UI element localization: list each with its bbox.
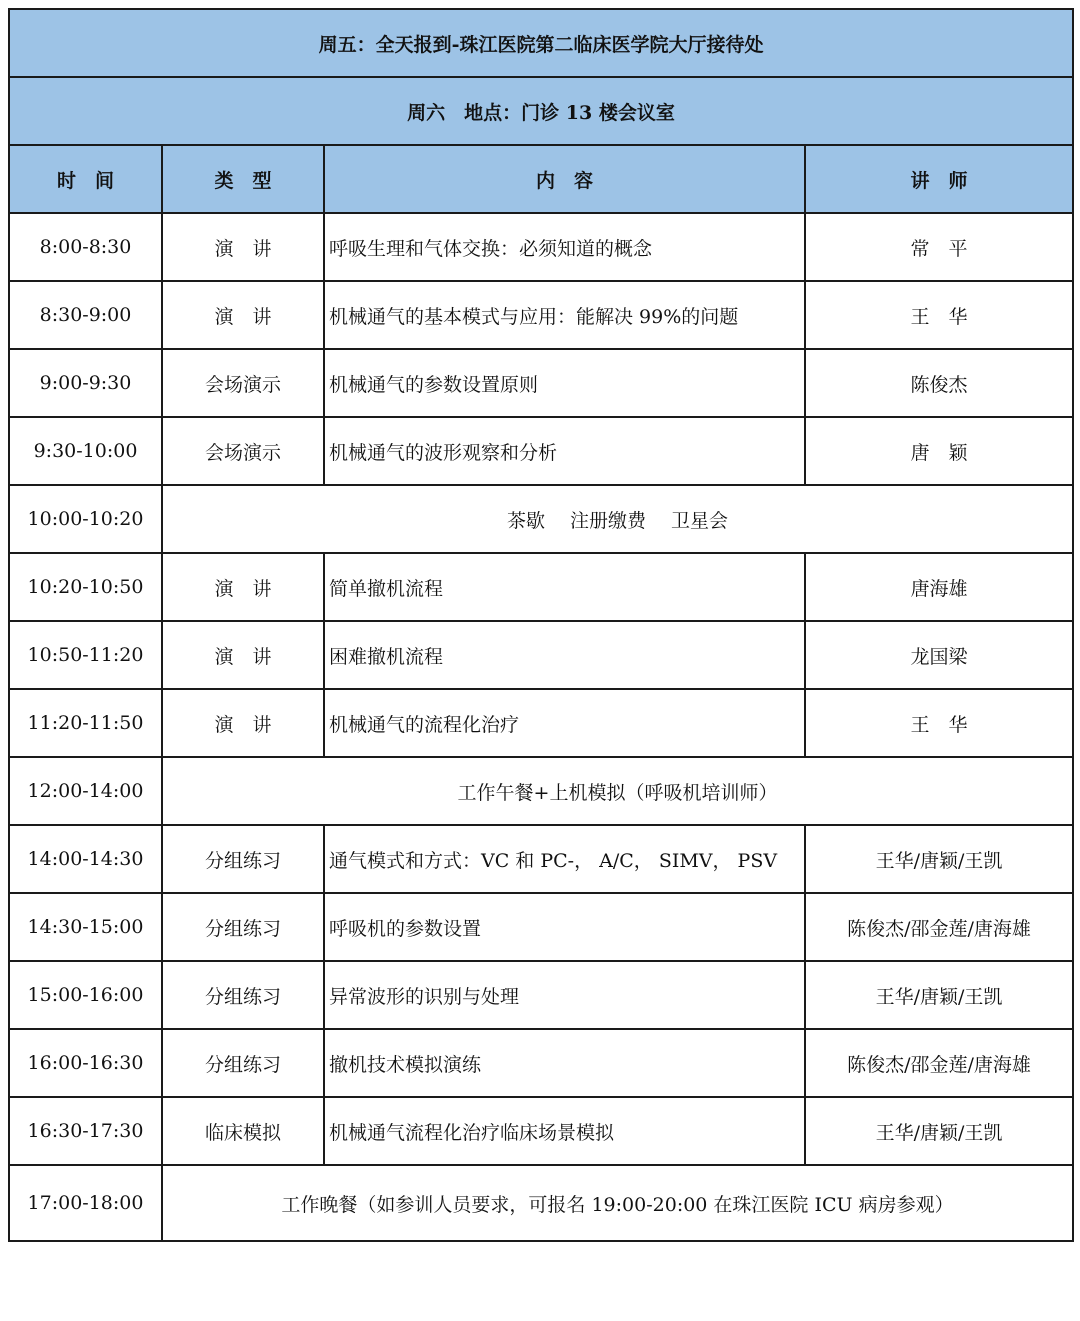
table-row xyxy=(9,893,1073,961)
row-content: 机械通气流程化治疗临床场景模拟 xyxy=(324,1097,805,1165)
row-type: 分组练习 xyxy=(162,825,324,893)
row-content: 简单撤机流程 xyxy=(324,553,805,621)
row-time: 14:30-15:00 xyxy=(9,893,162,961)
row-content: 通气模式和方式：VC 和 PC-， A/C， SIMV， PSV xyxy=(324,825,805,893)
row-speaker: 常 平 xyxy=(805,213,1073,281)
row-type: 会场演示 xyxy=(162,349,324,417)
row-time: 15:00-16:00 xyxy=(9,961,162,1029)
table-row xyxy=(9,417,1073,485)
header-time: 时 间 xyxy=(9,145,162,213)
row-time: 16:00-16:30 xyxy=(9,1029,162,1097)
break-content: 茶歇 注册缴费 卫星会 xyxy=(162,485,1073,553)
row-content: 机械通气的参数设置原则 xyxy=(324,349,805,417)
row-type: 演 讲 xyxy=(162,213,324,281)
header-type: 类 型 xyxy=(162,145,324,213)
break-row xyxy=(9,485,1073,553)
table-row xyxy=(9,1097,1073,1165)
row-speaker: 龙国梁 xyxy=(805,621,1073,689)
row-speaker: 唐海雄 xyxy=(805,553,1073,621)
row-content: 困难撤机流程 xyxy=(324,621,805,689)
row-type: 临床模拟 xyxy=(162,1097,324,1165)
row-speaker: 王 华 xyxy=(805,689,1073,757)
table-row xyxy=(9,689,1073,757)
table-row xyxy=(9,281,1073,349)
row-time: 8:00-8:30 xyxy=(9,213,162,281)
table-row xyxy=(9,349,1073,417)
row-type: 分组练习 xyxy=(162,961,324,1029)
row-speaker: 王华/唐颖/王凯 xyxy=(805,1097,1073,1165)
header-content: 内 容 xyxy=(324,145,805,213)
row-speaker: 陈俊杰/邵金莲/唐海雄 xyxy=(805,893,1073,961)
row-content: 呼吸生理和气体交换：必须知道的概念 xyxy=(324,213,805,281)
row-type: 分组练习 xyxy=(162,893,324,961)
row-type: 演 讲 xyxy=(162,281,324,349)
header-speaker: 讲 师 xyxy=(805,145,1073,213)
row-speaker: 唐 颖 xyxy=(805,417,1073,485)
lunch-row xyxy=(9,757,1073,825)
header-row xyxy=(9,145,1073,213)
row-speaker: 陈俊杰/邵金莲/唐海雄 xyxy=(805,1029,1073,1097)
row-speaker: 王 华 xyxy=(805,281,1073,349)
row-time: 9:30-10:00 xyxy=(9,417,162,485)
table-row xyxy=(9,213,1073,281)
row-speaker: 王华/唐颖/王凯 xyxy=(805,961,1073,1029)
row-type: 分组练习 xyxy=(162,1029,324,1097)
table-row xyxy=(9,621,1073,689)
friday-banner-row xyxy=(9,9,1073,77)
row-time: 10:20-10:50 xyxy=(9,553,162,621)
row-content: 撤机技术模拟演练 xyxy=(324,1029,805,1097)
row-time: 16:30-17:30 xyxy=(9,1097,162,1165)
row-content: 机械通气的波形观察和分析 xyxy=(324,417,805,485)
row-time: 10:00-10:20 xyxy=(9,485,162,553)
friday-banner: 周五：全天报到-珠江医院第二临床医学院大厅接待处 xyxy=(9,9,1073,77)
row-content: 机械通气的流程化治疗 xyxy=(324,689,805,757)
row-time: 8:30-9:00 xyxy=(9,281,162,349)
row-speaker: 陈俊杰 xyxy=(805,349,1073,417)
row-time: 14:00-14:30 xyxy=(9,825,162,893)
table-row xyxy=(9,1029,1073,1097)
table-row xyxy=(9,961,1073,1029)
row-type: 演 讲 xyxy=(162,553,324,621)
row-type: 会场演示 xyxy=(162,417,324,485)
row-time: 17:00-18:00 xyxy=(9,1165,162,1241)
schedule-container xyxy=(8,8,1072,1242)
table-row xyxy=(9,825,1073,893)
row-type: 演 讲 xyxy=(162,621,324,689)
dinner-content: 工作晚餐（如参训人员要求，可报名 19:00-20:00 在珠江医院 ICU 病房参观） xyxy=(162,1165,1073,1241)
row-speaker: 王华/唐颖/王凯 xyxy=(805,825,1073,893)
row-time: 11:20-11:50 xyxy=(9,689,162,757)
row-content: 呼吸机的参数设置 xyxy=(324,893,805,961)
row-content: 机械通气的基本模式与应用：能解决 99%的问题 xyxy=(324,281,805,349)
saturday-banner-row xyxy=(9,77,1073,145)
row-time: 12:00-14:00 xyxy=(9,757,162,825)
saturday-banner: 周六 地点：门诊 13 楼会议室 xyxy=(9,77,1073,145)
row-time: 9:00-9:30 xyxy=(9,349,162,417)
schedule-table xyxy=(8,8,1074,1242)
lunch-content: 工作午餐+上机模拟（呼吸机培训师） xyxy=(162,757,1073,825)
row-type: 演 讲 xyxy=(162,689,324,757)
row-content: 异常波形的识别与处理 xyxy=(324,961,805,1029)
dinner-row xyxy=(9,1165,1073,1241)
row-time: 10:50-11:20 xyxy=(9,621,162,689)
table-row xyxy=(9,553,1073,621)
